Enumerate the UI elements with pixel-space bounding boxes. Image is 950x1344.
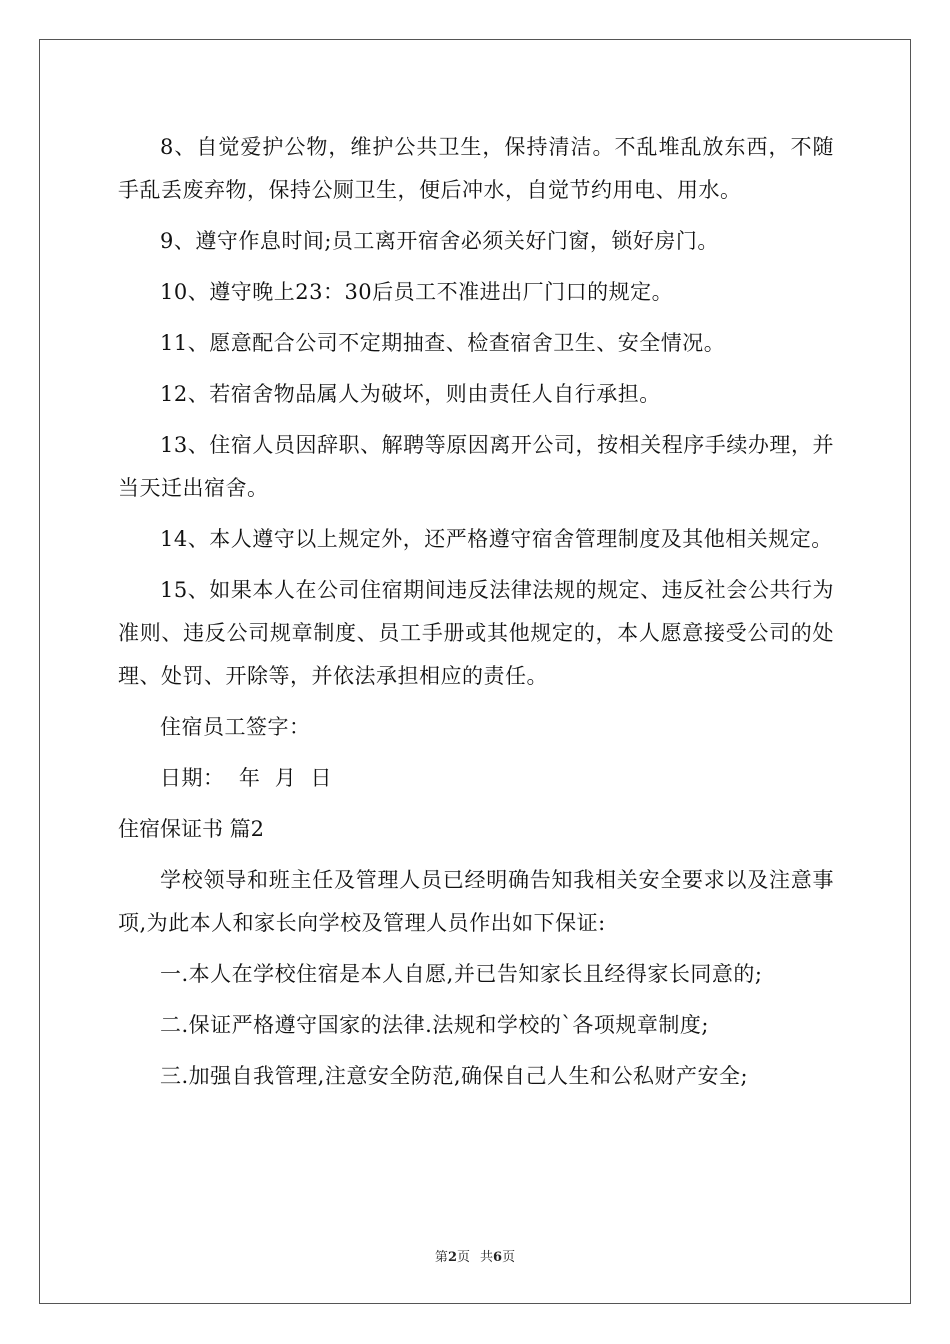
footer-total-suffix: 页 xyxy=(502,1250,516,1265)
document-body xyxy=(118,126,834,1106)
current-page-number: 2 xyxy=(447,1250,457,1265)
footer-total-prefix: 共 xyxy=(480,1250,494,1265)
pledge-item-1: 一.本人在学校住宿是本人自愿,并已告知家长且经得家长同意的; xyxy=(160,962,763,986)
signature-line: 住宿员工签字： xyxy=(160,715,311,739)
pledge-intro: 学校领导和班主任及管理人员已经明确告知我相关安全要求以及注意事项,为此本人和家长向学校及管理人员作出如下保证: xyxy=(118,868,834,935)
paragraph-item-12: 12、若宿舍物品属人为破坏，则由责任人自行承担。 xyxy=(160,382,661,406)
footer-page-suffix: 页 xyxy=(456,1250,470,1265)
footer-prefix: 第 xyxy=(434,1250,448,1265)
page-footer xyxy=(0,1246,950,1265)
paragraph-item-10: 10、遵守晚上23：30后员工不准进出厂门口的规定。 xyxy=(160,280,674,304)
paragraph-item-15: 15、如果本人在公司住宿期间违反法律法规的规定、违反社会公共行为准则、违反公司规章制度、员工手册或其他规定的，本人愿意接受公司的处理、处罚、开除等，并依法承担相应的责任。 xyxy=(118,578,834,688)
date-line: 日期： 年 月 日 xyxy=(160,766,333,790)
section-heading: 住宿保证书 篇2 xyxy=(118,817,265,841)
pledge-item-2: 二.保证严格遵守国家的法律.法规和学校的`各项规章制度; xyxy=(160,1013,709,1037)
total-page-number: 6 xyxy=(493,1250,503,1265)
paragraph-item-13: 13、住宿人员因辞职、解聘等原因离开公司，按相关程序手续办理，并当天迁出宿舍。 xyxy=(118,433,834,500)
paragraph-item-8: 8、自觉爱护公物，维护公共卫生，保持清洁。不乱堆乱放东西，不随手乱丢废弃物，保持公厕卫生，便后冲水，自觉节约用电、用水。 xyxy=(118,135,834,202)
pledge-item-3: 三.加强自我管理,注意安全防范,确保自己人生和公私财产安全; xyxy=(160,1064,749,1088)
paragraph-item-9: 9、遵守作息时间;员工离开宿舍必须关好门窗，锁好房门。 xyxy=(160,229,719,253)
paragraph-item-14: 14、本人遵守以上规定外，还严格遵守宿舍管理制度及其他相关规定。 xyxy=(160,527,833,551)
paragraph-item-11: 11、愿意配合公司不定期抽查、检查宿舍卫生、安全情况。 xyxy=(160,331,726,355)
